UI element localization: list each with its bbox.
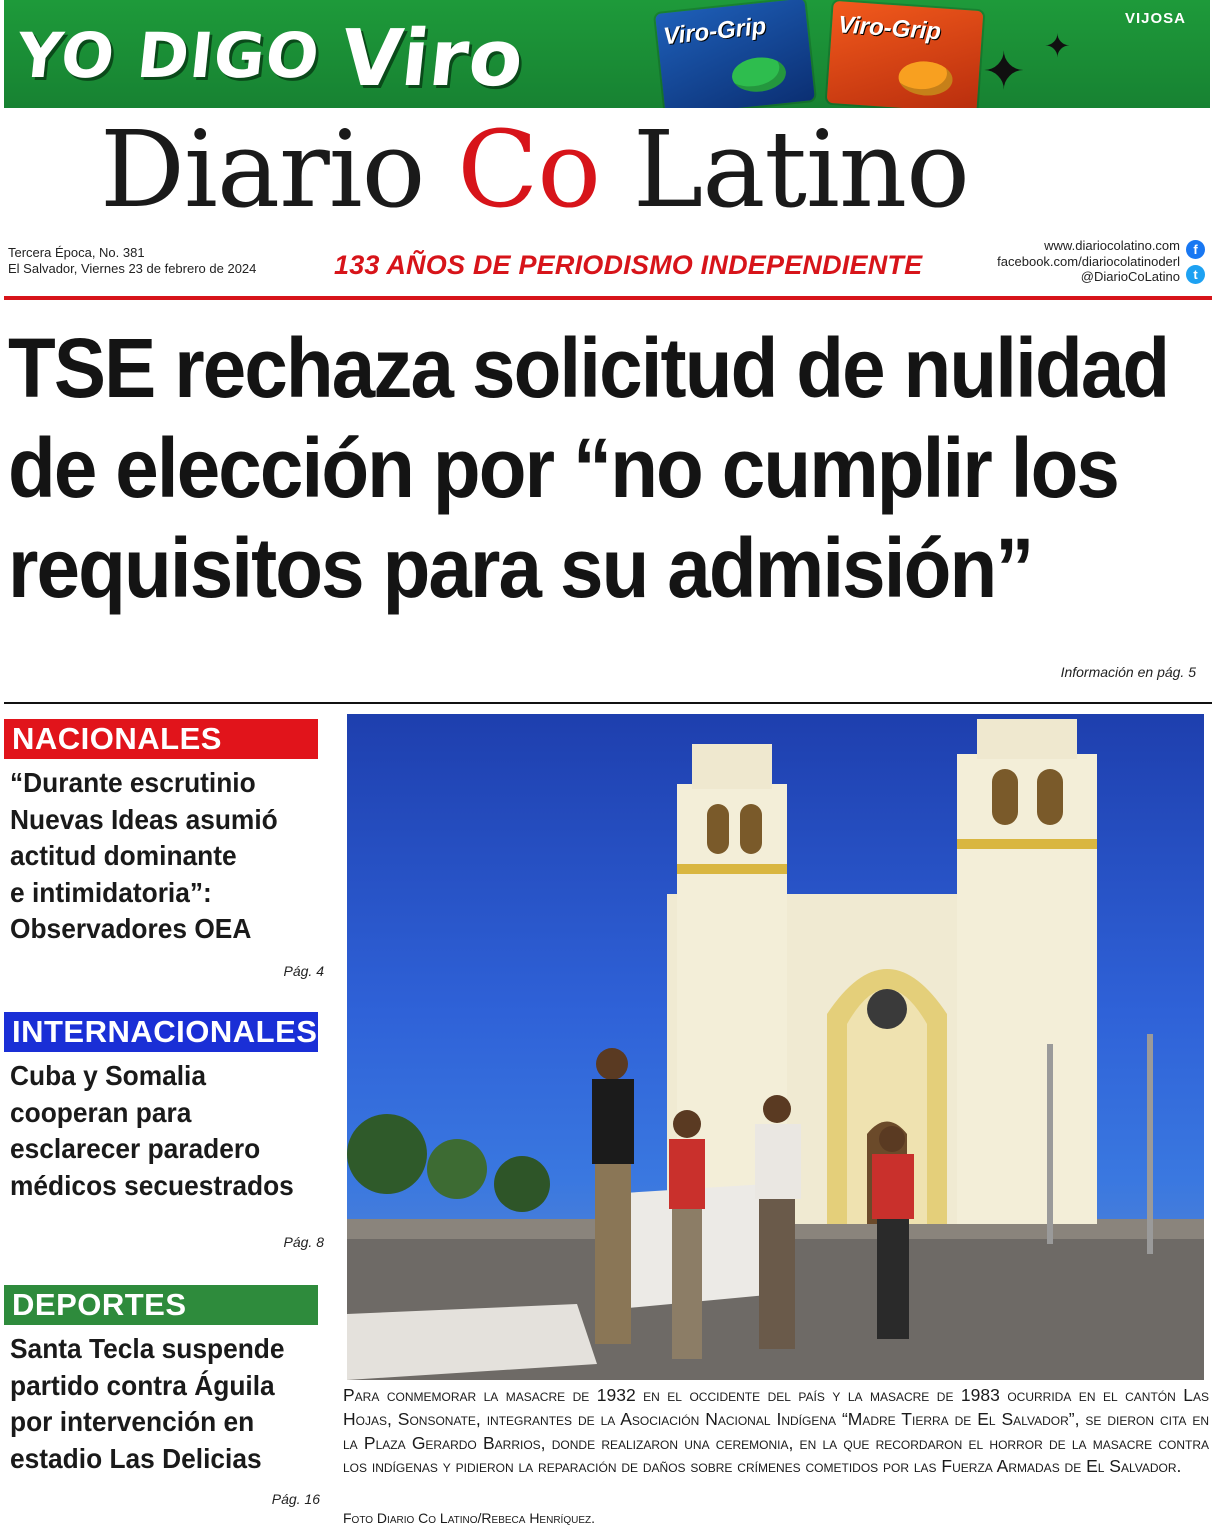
- social-icons: [1186, 240, 1208, 290]
- ad-banner[interactable]: [4, 0, 1210, 108]
- story-line: por intervención en: [10, 1406, 255, 1437]
- story-line: actitud dominante: [10, 840, 237, 871]
- ad-slogan: [13, 6, 529, 104]
- section-story-internacionales[interactable]: [10, 1058, 320, 1204]
- story-line: e intimidatoria”:: [10, 876, 212, 908]
- section-label-nacionales[interactable]: NACIONALES: [4, 719, 318, 759]
- section-label-deportes[interactable]: DEPORTES: [4, 1285, 318, 1325]
- photo-caption: Para conmemorar la masacre de 1932 en el occidente del país y la masacre de 1983 ocurrida en el cantón Las Hojas, Sonsonate, integrantes de la Asociación Nacional Indígena “Madre Tierra de El Salvador”, se dieron cita en la Plaza Gerardo Barrios, donde realizaron una ceremonia, en la que recordaron el horror de la masacre contra los indígenas y pidieron la reparación de daños sobre crímenes cometidos por las Fuerza Armadas de El Salvador.: [343, 1385, 1209, 1477]
- story-line: esclarecer paradero: [10, 1133, 261, 1164]
- story-line: cooperan para: [10, 1096, 192, 1128]
- section-internacionales[interactable]: [4, 1012, 324, 1250]
- cathedral-scene-illustration: [347, 714, 1204, 1380]
- tagline: 133 AÑOS DE PERIODISMO INDEPENDIENTE: [334, 250, 923, 280]
- page-ref: Pág. 16: [271, 1491, 320, 1507]
- pill-icon: [730, 55, 787, 94]
- logo-word-diario: Diario: [100, 108, 425, 231]
- issue-date: El Salvador, Viernes 23 de febrero de 2024: [8, 261, 257, 276]
- story-line: estadio Las Delicias: [10, 1442, 262, 1474]
- pill-icon: [897, 60, 953, 98]
- sparkle-icon: ✦: [1044, 28, 1071, 64]
- newspaper-logo[interactable]: [100, 108, 969, 231]
- page-ref: Pág. 8: [283, 1234, 324, 1250]
- main-photo[interactable]: [347, 714, 1204, 1380]
- masthead-divider: [4, 296, 1212, 300]
- story-line: Santa Tecla suspende: [10, 1333, 285, 1364]
- twitter-link[interactable]: @DiarioCoLatino: [1080, 269, 1180, 284]
- ad-slogan-part1: YO DIGO: [13, 19, 324, 92]
- facebook-link[interactable]: facebook.com/diariocolatinoderl: [997, 253, 1180, 269]
- twitter-icon[interactable]: t: [1186, 265, 1205, 284]
- headline-line: TSE rechaza solicitud de nulidad: [8, 321, 1169, 415]
- ad-product-pack-blue: [655, 0, 815, 108]
- ad-slogan-part2: Viro: [337, 14, 529, 104]
- logo-word-co: Co: [457, 108, 601, 231]
- issue-number: Tercera Época, No. 381: [8, 245, 145, 260]
- section-nacionales[interactable]: [4, 719, 324, 979]
- headline-line: requisitos para su admisión”: [8, 521, 1033, 615]
- story-line: “Durante escrutinio: [10, 767, 256, 798]
- section-deportes[interactable]: [4, 1285, 324, 1507]
- website-link[interactable]: www.diariocolatino.com: [1044, 238, 1180, 253]
- section-story-deportes[interactable]: [10, 1331, 320, 1477]
- photo-credit: Foto Diario Co Latino/Rebeca Henríquez.: [343, 1510, 595, 1526]
- logo-word-latino: Latino: [632, 108, 969, 231]
- ad-product-pack-orange: [827, 1, 984, 108]
- ad-brand: VIJOSA: [1124, 10, 1186, 27]
- story-line: médicos secuestrados: [10, 1169, 294, 1201]
- sparkle-icon: ✦: [982, 43, 1026, 101]
- story-line: Nuevas Ideas asumió: [10, 803, 278, 835]
- page-ref: Pág. 4: [283, 963, 324, 979]
- main-headline[interactable]: [8, 318, 1169, 618]
- section-divider: [4, 702, 1212, 704]
- headline-line: de elección por “no cumplir los: [8, 421, 1119, 515]
- ad-product-name: Viro-Grip: [837, 11, 942, 46]
- headline-page-ref: Información en pág. 5: [1060, 664, 1196, 680]
- section-label-internacionales[interactable]: INTERNACIONALES: [4, 1012, 318, 1052]
- issue-info: [8, 245, 256, 277]
- story-line: Observadores OEA: [10, 913, 252, 944]
- masthead: [0, 110, 1214, 232]
- facebook-icon[interactable]: f: [1186, 240, 1205, 259]
- ad-product-name: Viro-Grip: [662, 12, 768, 51]
- section-story-nacionales[interactable]: [10, 765, 320, 948]
- story-line: Cuba y Somalia: [10, 1060, 207, 1091]
- story-line: partido contra Águila: [10, 1369, 275, 1401]
- social-links: [997, 238, 1180, 285]
